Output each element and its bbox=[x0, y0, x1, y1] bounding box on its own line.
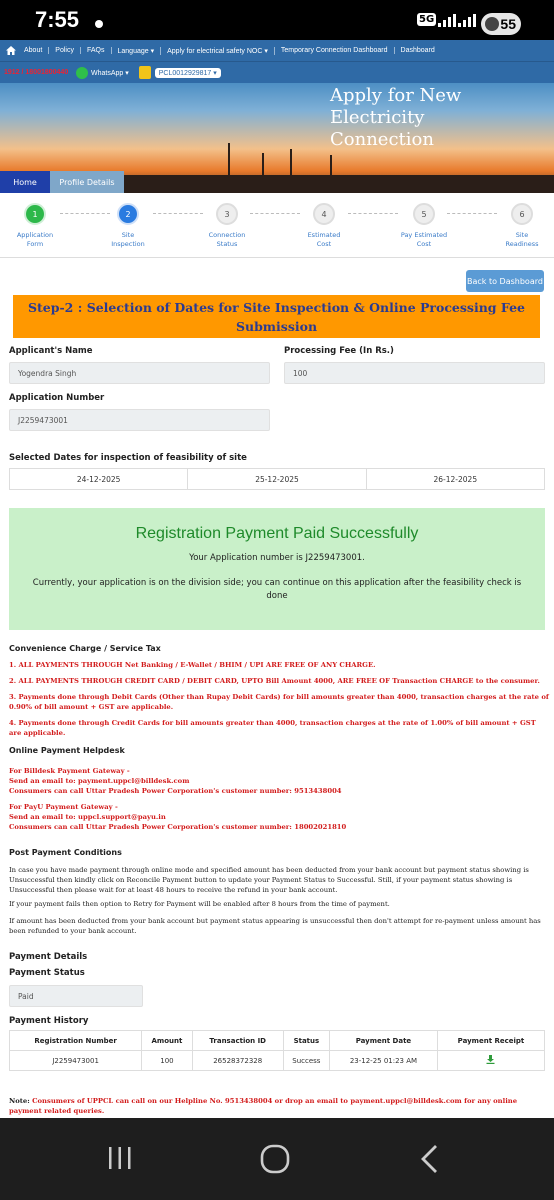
post-payment-p1: In case you have made payment through online mode and specified amount has been deducted from your bank account but payment status showing is Unsuccessful then kindly click on Reconcile Payment button to update your Payment Status to Successful. Still, if your payment status showing is Unsuccessful then please wait for at least 48 hours to receive the refund in your bank account. bbox=[9, 866, 529, 894]
step-heading bbox=[13, 295, 540, 338]
status-cell: Success bbox=[283, 1051, 329, 1071]
whatsapp-icon[interactable] bbox=[76, 67, 88, 79]
payment-details-heading: Payment Details bbox=[9, 952, 88, 962]
nav-about[interactable]: About bbox=[18, 47, 49, 54]
banner-title-line1: Apply for New bbox=[330, 85, 462, 106]
helpdesk-heading: Online Payment Helpdesk bbox=[9, 746, 125, 755]
payment-status-label: Payment Status bbox=[9, 968, 85, 978]
network-type: 5G bbox=[419, 14, 435, 25]
payu-email[interactable]: Send an email to: uppcl.support@payu.in bbox=[9, 813, 166, 821]
note bbox=[9, 1096, 549, 1116]
tower-graphic bbox=[330, 155, 332, 175]
convenience-point-2: 2. ALL PAYMENTS THROUGH CREDIT CARD / DEBIT CARD, UPTO Bill Amount 4000, ARE FREE OF Transaction CHARGE to the consumer. bbox=[9, 677, 540, 685]
table-header-row bbox=[10, 1031, 545, 1051]
application-number-field[interactable]: J2259473001 bbox=[9, 409, 270, 431]
selected-date: 24-12-2025 bbox=[10, 469, 188, 489]
step-number: 1 bbox=[24, 203, 46, 225]
selected-dates-label: Selected Dates for inspection of feasibility of site bbox=[9, 453, 247, 463]
application-number-label: Application Number bbox=[9, 393, 105, 403]
battery-level: 55 bbox=[500, 16, 516, 32]
amount-cell: 100 bbox=[142, 1051, 192, 1071]
payment-receipt-cell bbox=[437, 1051, 544, 1071]
back-to-dashboard-button[interactable]: Back to Dashboard bbox=[466, 270, 544, 292]
whatsapp-menu[interactable]: WhatsApp ▾ bbox=[91, 69, 129, 77]
step-label: Application bbox=[16, 231, 54, 239]
billdesk-email[interactable]: Send an email to: payment.uppcl@billdesk.com bbox=[9, 777, 190, 785]
nav-temp-dashboard[interactable]: Temporary Connection Dashboard bbox=[275, 47, 395, 54]
convenience-heading: Convenience Charge / Service Tax bbox=[9, 644, 161, 653]
account-dropdown[interactable]: PCL0012929817 ▾ bbox=[155, 68, 221, 78]
banner-tabs bbox=[0, 171, 124, 193]
selected-dates-row bbox=[9, 468, 545, 490]
step-label: Cost bbox=[416, 240, 432, 248]
home-button-icon[interactable] bbox=[260, 1144, 290, 1174]
success-application-number: Your Application number is J2259473001. bbox=[189, 553, 365, 563]
tower-graphic bbox=[262, 153, 264, 175]
column-header: Status bbox=[283, 1031, 329, 1051]
post-payment-heading: Post Payment Conditions bbox=[9, 848, 122, 857]
step-label: Connection bbox=[208, 231, 246, 239]
convenience-point-4: 4. Payments done through Credit Cards for bill amounts greater than 4000, transaction charges at the rate of 1.00% of bill amount + GST are applicable. bbox=[9, 719, 536, 737]
system-nav-bar bbox=[0, 1118, 554, 1200]
step-label: Site bbox=[515, 231, 529, 239]
step-application-form[interactable] bbox=[0, 203, 70, 249]
tower-graphic bbox=[228, 143, 230, 175]
download-icon[interactable] bbox=[486, 1055, 495, 1064]
note-text: Consumers of UPPCL can call on our Helpline No. 9513438004 or drop an email to payment.uppcl@billdesk.com for any online payment related queries. bbox=[9, 1097, 518, 1115]
step-label: Status bbox=[216, 240, 238, 248]
step-number: 5 bbox=[413, 203, 435, 225]
post-payment-p3: If amount has been deducted from your bank account but payment status appearing is unsuccessful then don't attempt for re-payment unless amount has been refunded to your bank account. bbox=[9, 917, 541, 935]
selected-date: 26-12-2025 bbox=[433, 474, 478, 484]
processing-fee-field[interactable]: 100 bbox=[284, 362, 545, 384]
step-number: 2 bbox=[117, 203, 139, 225]
recent-apps-icon[interactable] bbox=[107, 1146, 133, 1170]
step-number: 6 bbox=[511, 203, 533, 225]
battery-icon bbox=[481, 13, 521, 35]
applicant-name-field[interactable]: Yogendra Singh bbox=[9, 362, 270, 384]
billdesk-title: For Billdesk Payment Gateway - bbox=[9, 767, 130, 775]
step-label: Cost bbox=[316, 240, 332, 248]
signal-icon bbox=[438, 14, 456, 27]
step-label: Readiness bbox=[505, 240, 539, 248]
step-label: Estimated bbox=[307, 231, 341, 239]
tab-profile-details[interactable]: Profile Details bbox=[50, 171, 124, 193]
home-icon[interactable] bbox=[6, 46, 16, 55]
column-header: Amount bbox=[142, 1031, 192, 1051]
payment-date-cell: 23-12-25 01:23 AM bbox=[329, 1051, 437, 1071]
convenience-point-1: 1. ALL PAYMENTS THROUGH Net Banking / E-Wallet / BHIM / UPI ARE FREE OF ANY CHARGE. bbox=[9, 661, 376, 669]
step-site-readiness[interactable] bbox=[487, 203, 554, 249]
registration-number-cell: J2259473001 bbox=[10, 1051, 142, 1071]
column-header: Payment Date bbox=[329, 1031, 437, 1051]
helpline-number[interactable]: 1912 / 18001800440 bbox=[4, 69, 69, 76]
column-header: Registration Number bbox=[10, 1031, 142, 1051]
page bbox=[0, 40, 554, 1118]
notification-dot bbox=[95, 20, 103, 28]
payment-history-heading: Payment History bbox=[9, 1016, 89, 1026]
user-icon bbox=[139, 66, 151, 79]
step-site-inspection[interactable] bbox=[93, 203, 163, 249]
success-title: Registration Payment Paid Successfully bbox=[135, 525, 419, 542]
step-label: Site bbox=[121, 231, 135, 239]
status-bar bbox=[0, 0, 554, 40]
nav-dashboard[interactable]: Dashboard bbox=[400, 47, 435, 54]
step-heading-line2: Submission bbox=[235, 319, 318, 334]
banner-title bbox=[330, 85, 461, 151]
step-label: Form bbox=[26, 240, 44, 248]
step-label: Pay Estimated bbox=[400, 231, 448, 239]
success-message-box bbox=[9, 508, 545, 630]
post-payment-p2: If your payment fails then option to Retry for Payment will be enabled after 8 hours from the time of payment. bbox=[9, 900, 390, 908]
sub-nav bbox=[0, 61, 554, 83]
top-nav bbox=[0, 40, 554, 61]
hero-banner bbox=[0, 83, 554, 193]
billdesk-phone: Consumers can call Uttar Pradesh Power Corporation's customer number: 9513438004 bbox=[9, 787, 342, 795]
processing-fee-label: Processing Fee (In Rs.) bbox=[284, 346, 394, 356]
progress-stepper bbox=[0, 193, 554, 258]
convenience-point-3: 3. Payments done through Debit Cards (Other than Rupay Debit Cards) for bill amounts greater than 4000, transaction charges at the rate of 0.90% of bill amount + GST are applicable. bbox=[9, 693, 549, 711]
step-number: 3 bbox=[216, 203, 238, 225]
nav-safety-noc[interactable]: Apply for electrical safety NOC ▾ bbox=[161, 47, 275, 55]
selected-date: 25-12-2025 bbox=[188, 469, 366, 489]
payu-phone: Consumers can call Uttar Pradesh Power Corporation's customer number: 18002021810 bbox=[9, 823, 347, 831]
payment-history-table bbox=[9, 1030, 545, 1071]
step-label: Inspection bbox=[111, 240, 145, 248]
column-header: Transaction ID bbox=[192, 1031, 283, 1051]
tab-home[interactable]: Home bbox=[0, 171, 50, 193]
transaction-id-cell: 26528372328 bbox=[192, 1051, 283, 1071]
step-number: 4 bbox=[313, 203, 335, 225]
step-heading-line1: Step-2 : Selection of Dates for Site Inspection & Online Processing Fee bbox=[28, 300, 525, 315]
step-estimated-cost[interactable] bbox=[289, 203, 359, 249]
column-header: Payment Receipt bbox=[437, 1031, 544, 1051]
payu-title: For PayU Payment Gateway - bbox=[9, 803, 118, 811]
banner-title-line3: Connection bbox=[330, 129, 434, 150]
step-connection-status[interactable] bbox=[192, 203, 262, 249]
banner-title-line2: Electricity bbox=[330, 107, 425, 128]
nav-language[interactable]: Language ▾ bbox=[112, 47, 162, 55]
success-note: Currently, your application is on the division side; you can continue on this application after the feasibility check is done bbox=[32, 578, 522, 601]
clock: 7:55 bbox=[35, 7, 80, 32]
note-label: Note: bbox=[9, 1097, 30, 1105]
nav-faqs[interactable]: FAQs bbox=[81, 47, 112, 54]
applicant-name-label: Applicant's Name bbox=[9, 346, 93, 356]
signal-icon-2 bbox=[458, 14, 476, 27]
step-pay-estimated-cost[interactable] bbox=[389, 203, 459, 249]
payment-status-field[interactable]: Paid bbox=[9, 985, 143, 1007]
nav-policy[interactable]: Policy bbox=[49, 47, 81, 54]
tower-graphic bbox=[290, 149, 292, 175]
back-icon[interactable] bbox=[418, 1144, 440, 1174]
table-row bbox=[10, 1051, 545, 1071]
